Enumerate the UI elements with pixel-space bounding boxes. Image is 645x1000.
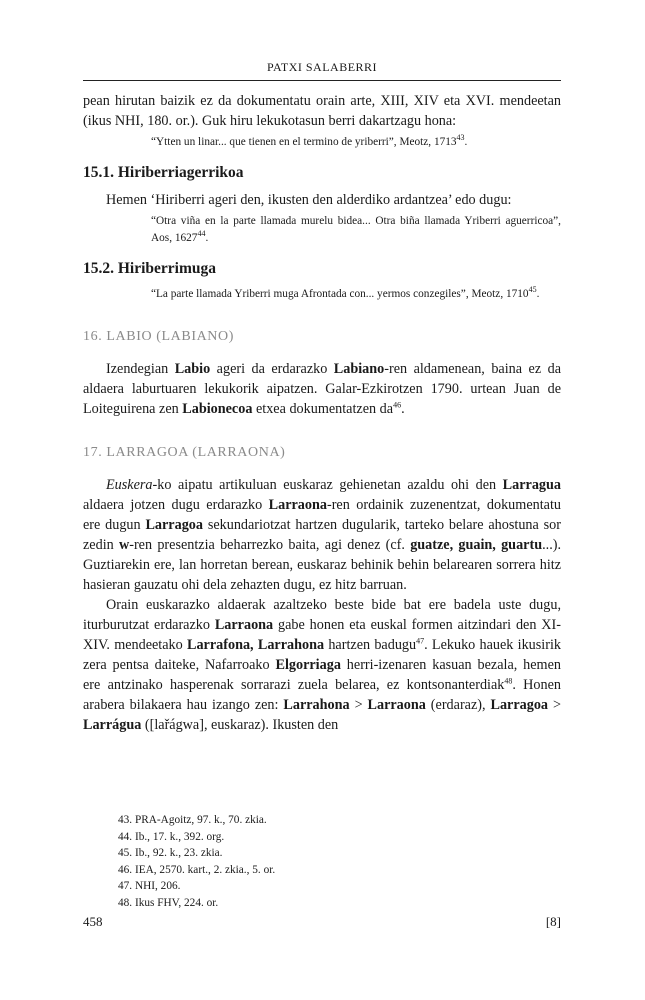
intro-paragraph: pean hirutan baizik ez da dokumentatu orain arte, XIII, XIV eta XVI. mendeetan (ikus NHI, 180. or.). Guk hiru lekukotasun berri dakartzagu hona: xyxy=(83,93,561,129)
footnote: 43. PRA-Agoitz, 97. k., 70. zkia. xyxy=(118,814,267,826)
paragraph: Hemen ‘Hiriberri ageri den, ikusten den alderdiko ardantzea’ edo dugu: xyxy=(106,192,512,208)
paragraph: Izendegian Labio ageri da erdarazko Labiano-ren aldamenean, baina ez da aldaera laburtuaren lekukorik aipatzen. Galar-Ezkirotzen 1790. urtean Juan de Loiteguirena zen Labionecoa etxea dokumentatzen $da^{46}$. xyxy=(83,361,561,417)
footnote: 46. IEA, 2570. kart., 2. zkia., 5. or. xyxy=(118,863,276,876)
folio-mark: [8] xyxy=(545,914,561,929)
footnote: 44. Ib., 17. k., 392. org. xyxy=(118,830,225,843)
quote: “La parte llamada Yriberri muga Afrontada con... yermos conzegiles”, Meotz, 1710$^{45}$. xyxy=(151,285,540,300)
subsection-heading: 15.1. Hiriberriagerrikoa xyxy=(83,164,244,181)
quote: “Otra viña en la parte llamada murelu bidea... Otra biña llamada Yriberri aguerricoa”, Aos, 1627$^{44}$. xyxy=(151,215,561,244)
footnote: 48. Ikus FHV, 224. or. xyxy=(118,896,219,909)
paragraph: Orain euskarazko aldaerak azaltzeko beste bide bat ere badela uste dugu, iturburutzat erdarazko Larraona gabe honen eta euskal formen aitzindari den XI-XIV. mendeetako Larrafona, Larrahona hartzen badugu$^{47}$. Lekuko hauek ikusirik zera pentsa daiteke, Nafarroako Elgorriaga herri-izenaren kasuan bezala, hemen ere antzinako hasperenak sorrarazi zuela belarea, ez kontsonanterdiak$^{48}$. Honen arabera bilakaera hau izango zen: Larrahona > Larraona (erdaraz), Larragoa > Larrágua ([lařágwa], euskaraz). Ikusten den xyxy=(83,597,561,733)
footnote: 47. NHI, 206. xyxy=(118,880,181,892)
section-heading: 17. LARRAGOA (LARRAONA) xyxy=(83,445,286,460)
footnote-ref: 45 xyxy=(528,285,537,295)
paragraph: Euskera-ko aipatu artikuluan euskaraz gehienetan azaldu ohi den Larragua aldaera jotzen dugu erdarazko Larraona-ren ordainik zuzenentzat, dokumentatu ere dugun Larragoa sekundariotzat hartzen dugularik, tarteko belare ahostuna sor zedin w-ren presentzia beharrezko baita, agi denez (cf. guatze, guain, guartu...). Guztiarekin ere, lan horretan berean, euskaraz behinik behin belarearen sorrera hitz hasieran gauzatu ohi dela zehazten dugu, ez hitz barruan. xyxy=(83,477,562,593)
section-heading: 16. LABIO (LABIANO) xyxy=(83,329,234,344)
footnote-ref: 46 xyxy=(393,400,402,410)
running-head: PATXI SALABERRI xyxy=(83,60,561,81)
footnote-ref: 47 xyxy=(416,636,425,646)
footnote-ref: 44 xyxy=(197,229,206,239)
footnote: 45. Ib., 92. k., 23. zkia. xyxy=(118,847,223,859)
page-number: 458 xyxy=(83,914,103,929)
subsection-heading: 15.2. Hiriberrimuga xyxy=(83,260,217,277)
footnote-ref: 48 xyxy=(504,676,513,686)
page-body xyxy=(83,60,561,735)
footnotes xyxy=(83,812,561,911)
quote: “Ytten un linar... que tienen en el termino de yriberri”, Meotz, 1713$^{43}$. xyxy=(151,133,468,148)
footnote-ref: 43 xyxy=(456,133,465,143)
